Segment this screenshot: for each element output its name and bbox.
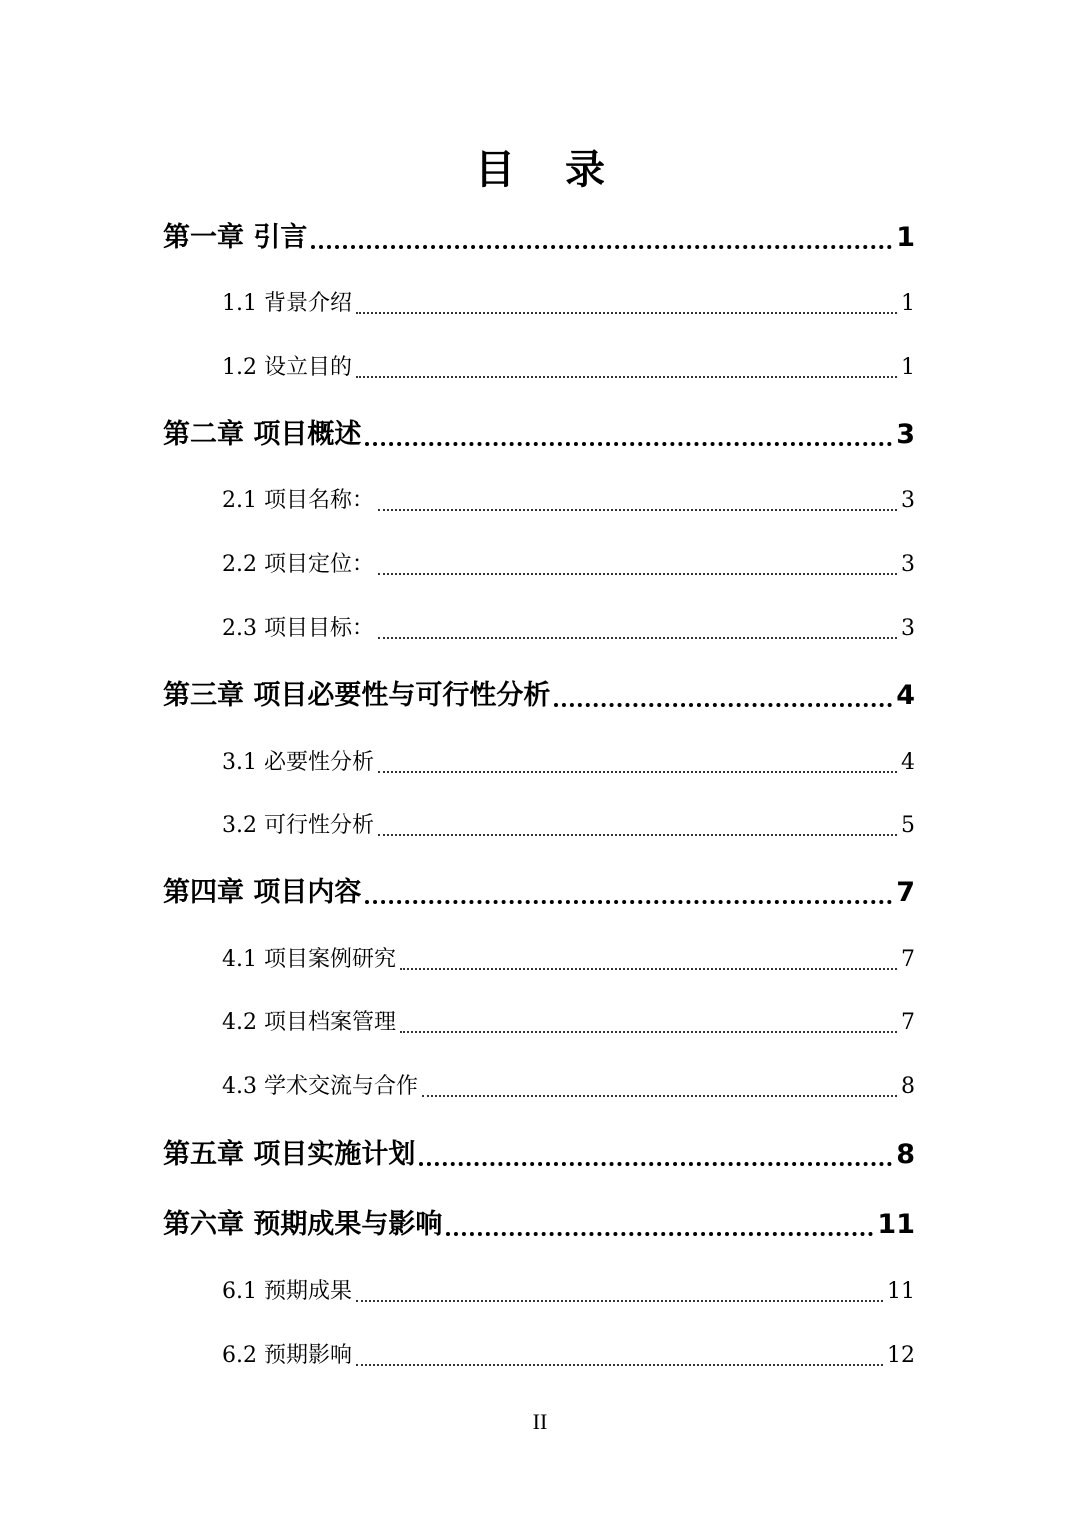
toc-entry-label: 4.1 项目案例研究	[222, 947, 396, 972]
toc-entry-label: 1.1 背景介绍	[222, 291, 352, 316]
toc-entry-page: 8	[896, 1139, 915, 1170]
toc-entry-page: 1	[901, 291, 915, 316]
toc-entry-label: 2.3 项目目标：	[222, 616, 374, 641]
dot-leader	[554, 702, 892, 707]
toc-entry-label: 第三章 项目必要性与可行性分析	[163, 680, 551, 711]
toc-entry-section-3-1[interactable]	[222, 745, 915, 781]
dot-leader	[356, 1363, 883, 1366]
page-number: II	[532, 1409, 548, 1434]
dot-leader	[365, 899, 892, 904]
toc-entry-page: 4	[901, 750, 915, 775]
toc-entry-section-1-2[interactable]	[222, 350, 915, 386]
dot-leader	[419, 1161, 892, 1166]
toc-entry-chapter-1[interactable]	[163, 218, 915, 258]
toc-entry-page: 12	[887, 1343, 915, 1368]
toc-entry-label: 3.2 可行性分析	[222, 813, 374, 838]
toc-entry-section-3-2[interactable]	[222, 808, 915, 844]
dot-leader	[356, 375, 897, 378]
toc-entry-page: 8	[901, 1074, 915, 1099]
toc-entry-page: 7	[901, 947, 915, 972]
toc-title: 目 录	[475, 147, 623, 193]
toc-entry-section-2-2[interactable]	[222, 547, 915, 583]
toc-entry-label: 2.1 项目名称：	[222, 488, 374, 513]
toc-entry-label: 第四章 项目内容	[163, 877, 362, 908]
toc-entry-label: 6.1 预期成果	[222, 1279, 352, 1304]
dot-leader	[422, 1094, 897, 1097]
toc-entry-chapter-5[interactable]	[163, 1135, 915, 1175]
toc-entry-section-4-3[interactable]	[222, 1069, 915, 1105]
toc-entry-page: 1	[896, 222, 915, 253]
toc-entry-section-6-2[interactable]	[222, 1338, 915, 1374]
toc-entry-section-4-1[interactable]	[222, 942, 915, 978]
toc-entry-label: 第五章 项目实施计划	[163, 1139, 416, 1170]
toc-entry-section-2-3[interactable]	[222, 611, 915, 647]
dot-leader	[378, 572, 897, 575]
toc-entry-page: 11	[877, 1209, 915, 1240]
dot-leader	[446, 1231, 873, 1236]
toc-entry-page: 1	[901, 355, 915, 380]
dot-leader	[365, 441, 892, 446]
dot-leader	[400, 967, 897, 970]
toc-entry-page: 7	[901, 1010, 915, 1035]
toc-entry-page: 3	[896, 419, 915, 450]
toc-entry-label: 4.2 项目档案管理	[222, 1010, 396, 1035]
toc-entry-label: 2.2 项目定位：	[222, 552, 374, 577]
dot-leader	[378, 833, 897, 836]
toc-entry-page: 4	[896, 680, 915, 711]
toc-entry-label: 4.3 学术交流与合作	[222, 1074, 418, 1099]
toc-entry-chapter-6[interactable]	[163, 1205, 915, 1245]
dot-leader	[378, 508, 897, 511]
toc-entry-page: 7	[896, 877, 915, 908]
toc-entry-chapter-3[interactable]	[163, 676, 915, 716]
toc-entry-label: 第六章 预期成果与影响	[163, 1209, 443, 1240]
dot-leader	[311, 244, 892, 249]
toc-entry-section-2-1[interactable]	[222, 483, 915, 519]
dot-leader	[400, 1030, 897, 1033]
toc-entry-page: 5	[901, 813, 915, 838]
toc-entry-page: 11	[887, 1279, 915, 1304]
toc-entry-label: 第二章 项目概述	[163, 419, 362, 450]
toc-entry-chapter-2[interactable]	[163, 415, 915, 455]
toc-entry-label: 第一章 引言	[163, 222, 308, 253]
toc-entry-label: 1.2 设立目的	[222, 355, 352, 380]
toc-entry-page: 3	[901, 616, 915, 641]
dot-leader	[378, 770, 897, 773]
toc-entry-chapter-4[interactable]	[163, 873, 915, 913]
toc-entry-page: 3	[901, 488, 915, 513]
dot-leader	[356, 1299, 883, 1302]
toc-entry-section-6-1[interactable]	[222, 1274, 915, 1310]
toc-entry-page: 3	[901, 552, 915, 577]
toc-entry-label: 3.1 必要性分析	[222, 750, 374, 775]
toc-entry-label: 6.2 预期影响	[222, 1343, 352, 1368]
toc-entry-section-1-1[interactable]	[222, 286, 915, 322]
dot-leader	[356, 311, 897, 314]
toc-entry-section-4-2[interactable]	[222, 1005, 915, 1041]
dot-leader	[378, 636, 897, 639]
